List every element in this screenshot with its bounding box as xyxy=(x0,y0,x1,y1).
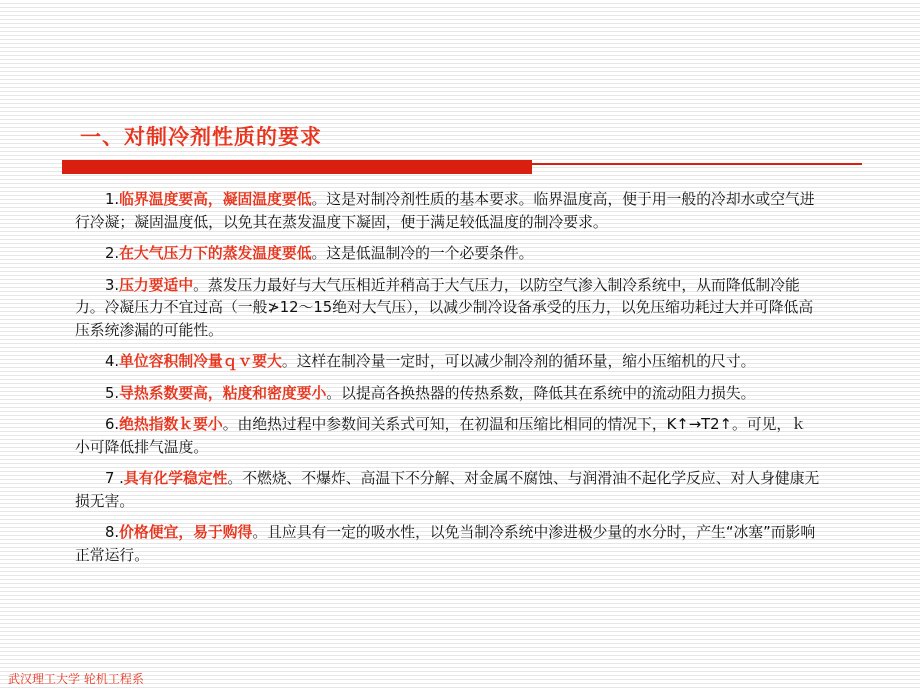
list-item xyxy=(75,275,820,343)
item-highlight: 单位容积制冷量ｑｖ要大 xyxy=(119,353,282,370)
item-text: 。且应具有一定的吸水性，以免当制冷系统中渗进极少量的水分时，产生“冰塞”而影响正常运行。 xyxy=(75,524,816,564)
footer-institution: 武汉理工大学 轮机工程系 xyxy=(8,672,144,686)
title-underline-thick xyxy=(62,160,532,174)
item-number: 4. xyxy=(105,353,120,370)
item-number: 7 . xyxy=(105,470,124,487)
list-item xyxy=(75,351,820,374)
requirements-list xyxy=(75,189,820,576)
list-item xyxy=(75,243,820,266)
title-underline-thin xyxy=(532,163,862,165)
list-item xyxy=(75,383,820,406)
item-number: 2. xyxy=(105,245,120,262)
list-item xyxy=(75,468,820,513)
item-highlight: 导热系数要高，粘度和密度要小 xyxy=(119,384,327,402)
item-text: 。蒸发压力最好与大气压相近并稍高于大气压力，以防空气渗入制冷系统中，从而降低制冷能力。冷凝压力不宜过高（一般≯12～15绝对大气压），以减少制冷设备承受的压力，以免压缩功耗过大并可降低高压系统渗漏的可能性。 xyxy=(75,276,814,339)
item-text: 。这是对制冷剂性质的基本要求。临界温度高，便于用一般的冷却水或空气进行冷凝；凝固温度低，以免其在蒸发温度下凝固，便于满足较低温度的制冷要求。 xyxy=(75,191,815,231)
item-number: 5. xyxy=(105,384,120,402)
item-highlight: 绝热指数ｋ要小 xyxy=(119,416,223,433)
list-item xyxy=(75,522,820,567)
item-text: 。由绝热过程中参数间关系式可知，在初温和压缩比相同的情况下，K↑→T2↑。可见，ｋ小可降低排气温度。 xyxy=(75,416,806,456)
item-number: 1. xyxy=(105,191,120,208)
item-number: 6. xyxy=(105,416,120,433)
item-number: 8. xyxy=(105,524,120,541)
item-highlight: 压力要适中 xyxy=(119,276,194,294)
list-item xyxy=(75,414,820,459)
item-highlight: 在大气压力下的蒸发温度要低 xyxy=(119,245,312,262)
item-text: 。以提高各换热器的传热系数，降低其在系统中的流动阻力损失。 xyxy=(326,384,756,402)
item-text: 。这是低温制冷的一个必要条件。 xyxy=(311,245,534,262)
item-text: 。这样在制冷量一定时，可以减少制冷剂的循环量，缩小压缩机的尺寸。 xyxy=(281,353,756,370)
item-text: 。不燃烧、不爆炸、高温下不分解、对金属不腐蚀、与润滑油不起化学反应、对人身健康无损无害。 xyxy=(75,470,820,510)
list-item xyxy=(75,189,820,234)
item-highlight: 价格便宜，易于购得 xyxy=(119,524,253,541)
item-number: 3. xyxy=(105,276,120,294)
item-highlight: 临界温度要高，凝固温度要低 xyxy=(119,191,312,208)
slide-title: 一、对制冷剂性质的要求 xyxy=(80,125,322,149)
item-highlight: 具有化学稳定性 xyxy=(123,470,228,487)
